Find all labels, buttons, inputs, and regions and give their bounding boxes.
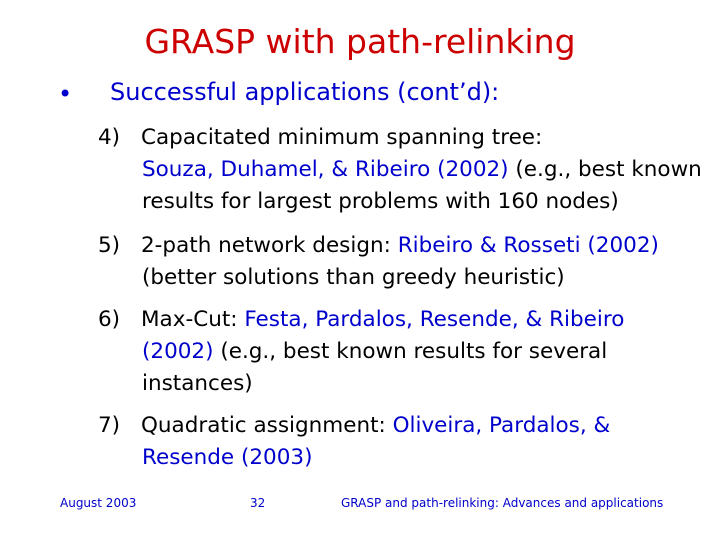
list-item-number: 5) bbox=[98, 233, 121, 258]
list-item-body bbox=[141, 410, 610, 474]
bullet-heading: Successful applications (cont’d): bbox=[110, 78, 500, 106]
footer-date: August 2003 bbox=[60, 496, 137, 510]
list-item-line bbox=[141, 410, 610, 442]
list-item-number: 7) bbox=[98, 413, 121, 438]
citation-text: Oliveira, Pardalos, & bbox=[392, 413, 611, 438]
citation-text: Festa, Pardalos, Resende, & Ribeiro bbox=[244, 307, 625, 332]
list-item-text: 2-path network design: bbox=[141, 233, 398, 258]
list-item-line bbox=[142, 442, 610, 474]
bullet-marker: • bbox=[58, 80, 73, 108]
list-item-body bbox=[141, 304, 624, 400]
list-item-line bbox=[142, 368, 624, 400]
list-item-number: 4) bbox=[98, 125, 121, 150]
list-item-text: instances) bbox=[142, 371, 253, 396]
slide-title: GRASP with path-relinking bbox=[144, 22, 576, 61]
list-item-line bbox=[141, 304, 624, 336]
footer-title: GRASP and path-relinking: Advances and applications bbox=[341, 496, 664, 510]
list-item-text: Capacitated minimum spanning tree: bbox=[141, 125, 543, 150]
footer-page-number: 32 bbox=[250, 496, 266, 510]
list-item-text: Max-Cut: bbox=[141, 307, 245, 332]
list-item-text: (better solutions than greedy heuristic) bbox=[142, 265, 565, 290]
list-item-line bbox=[142, 336, 624, 368]
citation-text: (2002) bbox=[142, 339, 214, 364]
list-item-line bbox=[141, 122, 702, 154]
list-item-text: (e.g., best known results for several bbox=[213, 339, 608, 364]
citation-text: Ribeiro & Rosseti (2002) bbox=[397, 233, 659, 258]
list-item-body bbox=[141, 230, 659, 294]
list-item-line bbox=[142, 154, 702, 186]
list-item-line bbox=[141, 230, 659, 262]
list-item-text: results for largest problems with 160 nodes) bbox=[142, 189, 619, 214]
list-item-text: (e.g., best known bbox=[508, 157, 702, 182]
list-item-line bbox=[142, 262, 659, 294]
list-item-body bbox=[141, 122, 702, 218]
list-item-text: Quadratic assignment: bbox=[141, 413, 393, 438]
list-item-line bbox=[142, 186, 702, 218]
list-item-number: 6) bbox=[98, 307, 121, 332]
citation-text: Resende (2003) bbox=[142, 445, 313, 470]
citation-text: Souza, Duhamel, & Ribeiro (2002) bbox=[142, 157, 509, 182]
